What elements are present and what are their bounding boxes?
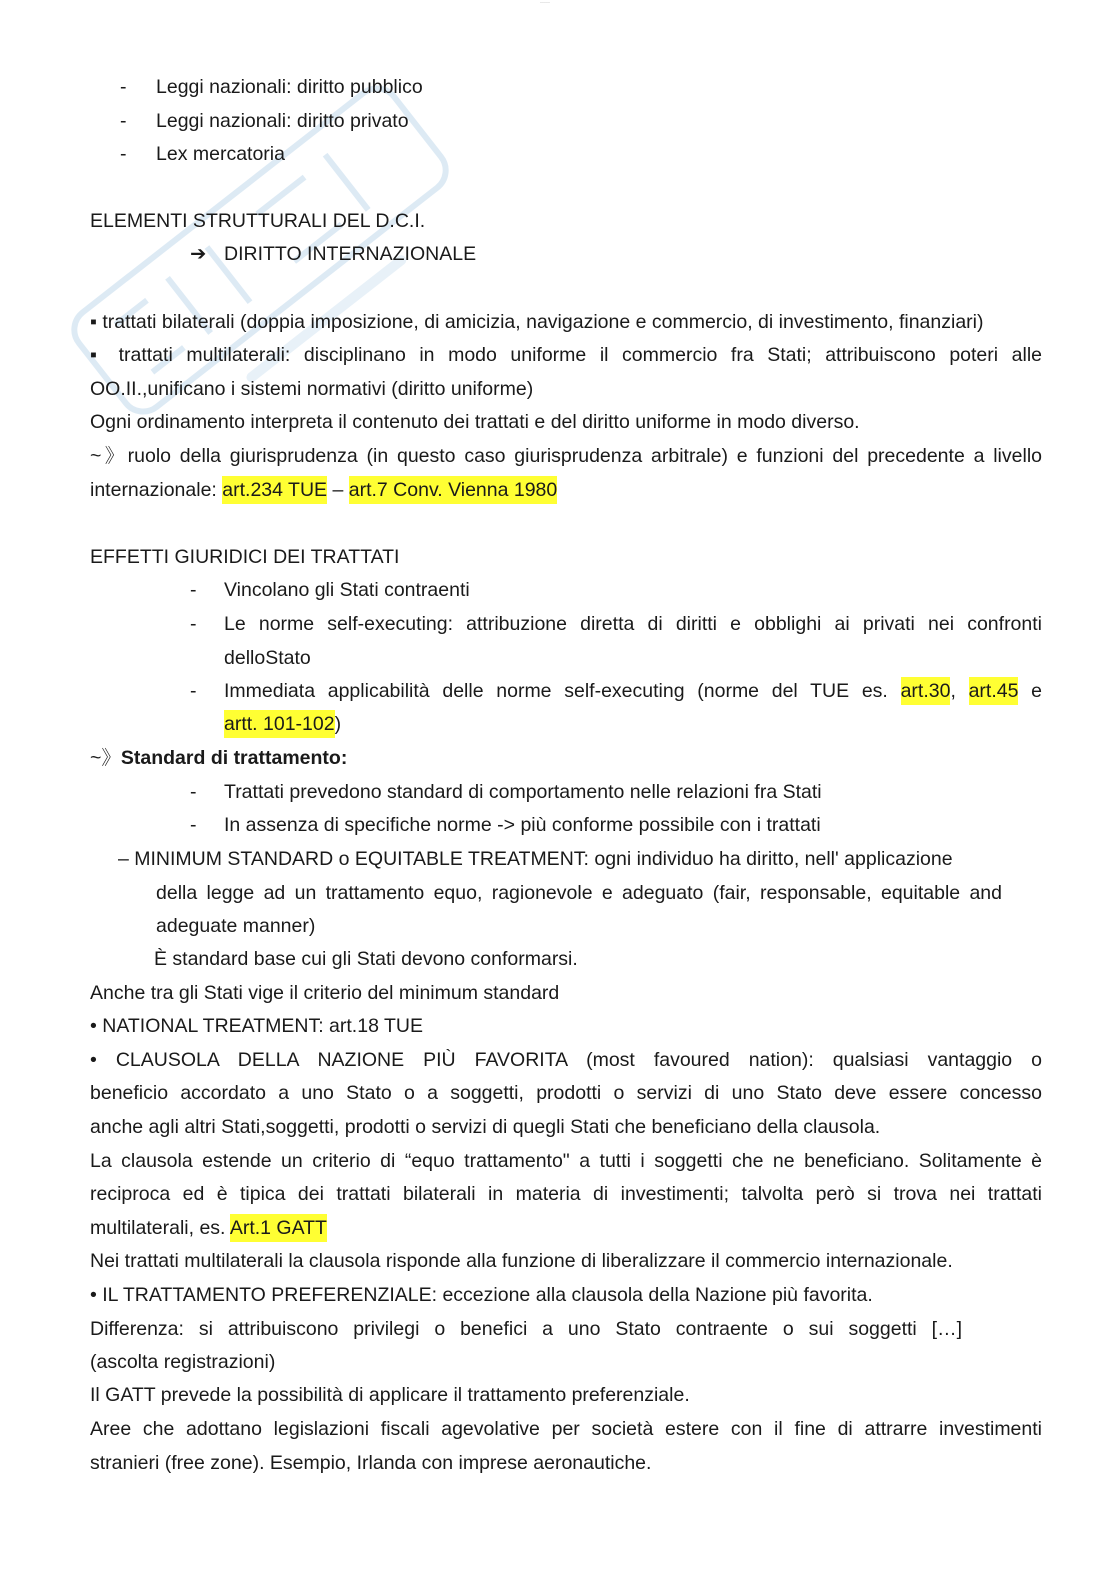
section-title: EFFETTI GIURIDICI DEI TRATTATI [90,546,400,568]
section-subtitle: ➔ DIRITTO INTERNAZIONALE [90,237,1042,271]
section-title: ELEMENTI STRUTTURALI DEL D.C.I. [90,210,426,232]
list-item: - Vincolano gli Stati contraenti [190,579,470,601]
list-item-cont: delloStato [224,647,311,669]
list-item: - Leggi nazionali: diritto pubblico [120,76,423,98]
highlight: artt. 101-102 [224,710,335,738]
paragraph-line: Il GATT prevede la possibilità di applicare il trattamento preferenziale. [90,1384,690,1406]
list-item: - Trattati prevedono standard di comportamento nelle relazioni fra Stati [190,781,822,803]
paragraph-line: Anche tra gli Stati vige il criterio del minimum standard [90,982,560,1004]
paragraph-line: internazionale: art.234 TUE – art.7 Conv. Vienna 1980 [90,473,1042,507]
list-item: - In assenza di specifiche norme -> più conforme possibile con i trattati [190,814,821,836]
paragraph-line: anche agli altri Stati,soggetti, prodotti o servizi di quegli Stati che beneficiano della clausola. [90,1116,881,1138]
paragraph-line: della legge ad un trattamento equo, ragionevole e adeguato (fair, responsable, equitable and [156,882,1002,904]
highlight: art.30 [901,677,951,705]
highlight: Art.1 GATT [230,1214,327,1242]
paragraph-line: È standard base cui gli Stati devono conformarsi. [154,948,578,970]
paragraph-line: Differenza: si attribuiscono privilegi o benefici a uno Stato contraente o sui soggetti […] [90,1318,962,1340]
list-item: - Immediata applicabilità delle norme self-executing (norme del TUE es. art.30, art.45 e [90,674,1042,708]
paragraph-line: adeguate manner) [156,915,316,937]
list-item: - Lex mercatoria [120,143,285,165]
paragraph-line: OO.II.,unificano i sistemi normativi (diritto uniforme) [90,378,534,400]
paragraph-line: • IL TRATTAMENTO PREFERENZIALE: eccezione alla clausola della Nazione più favorita. [90,1284,873,1306]
paragraph-line: beneficio accordato a uno Stato o a soggetti, prodotti o servizi di uno Stato deve essere concesso [90,1082,1042,1104]
paragraph-line: reciproca ed è tipica dei trattati bilaterali in materia di investimenti; talvolta però si trova nei trattati [90,1183,1042,1205]
paragraph-line: ~》ruolo della giurisprudenza (in questo caso giurisprudenza arbitrale) e funzioni del precedente a livello [90,445,1042,467]
highlight: art.45 [969,677,1019,705]
paragraph-line: • NATIONAL TREATMENT: art.18 TUE [90,1015,423,1037]
highlight: art.7 Conv. Vienna 1980 [349,476,558,504]
paragraph-line: Aree che adottano legislazioni fiscali agevolative per società estere con il fine di attrarre investimenti [90,1418,1042,1440]
paragraph-line: La clausola estende un criterio di “equo trattamento" a tutti i soggetti che ne beneficiano. Solitamente è [90,1150,1042,1172]
paragraph-line: ▪ trattati multilaterali: disciplinano in modo uniforme il commercio fra Stati; attribuiscono poteri alle [90,344,1042,366]
highlight: art.234 TUE [222,476,327,504]
paragraph-line: • CLAUSOLA DELLA NAZIONE PIÙ FAVORITA (most favoured nation): qualsiasi vantaggio o [90,1049,1042,1071]
paragraph-line: (ascolta registrazioni) [90,1351,276,1373]
paragraph-line: – MINIMUM STANDARD o EQUITABLE TREATMENT: ogni individuo ha diritto, nell' applicazione [118,848,953,870]
paragraph-line: ▪ trattati bilaterali (doppia imposizione, di amicizia, navigazione e commercio, di investimento, finanziari) [90,311,984,333]
header-mark: ····· [540,0,550,6]
subsection-title: ~》Standard di trattamento: [90,747,348,769]
arrow-icon: ➔ [190,243,207,265]
list-item: - Le norme self-executing: attribuzione diretta di diritti e obblighi ai privati nei confronti [190,613,1042,635]
list-item-cont: artt. 101-102) [90,707,1042,741]
list-item: - Leggi nazionali: diritto privato [120,110,409,132]
paragraph-line: multilaterali, es. Art.1 GATT [90,1211,1042,1245]
paragraph-line: Ogni ordinamento interpreta il contenuto dei trattati e del diritto uniforme in modo diverso. [90,411,860,433]
paragraph-line: stranieri (free zone). Esempio, Irlanda con imprese aeronautiche. [90,1452,652,1474]
paragraph-line: Nei trattati multilaterali la clausola risponde alla funzione di liberalizzare il commercio internazionale. [90,1250,953,1272]
